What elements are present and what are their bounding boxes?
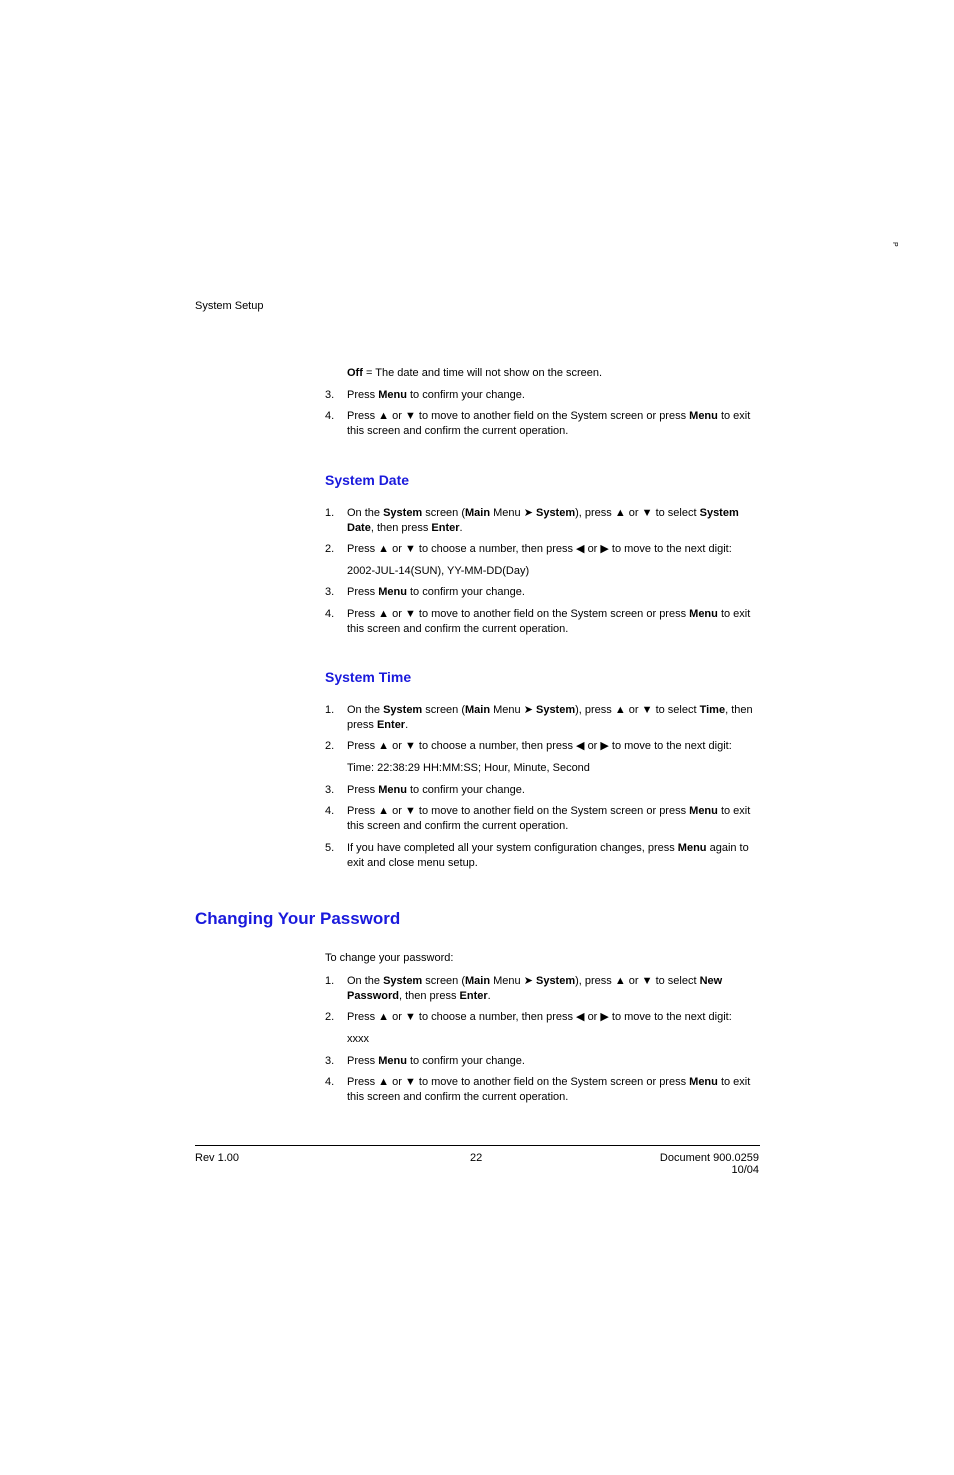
list-item-text: Press ▲ or ▼ to choose a number, then press ◀ or ▶ to move to the next digit:: [347, 740, 732, 752]
list-item-number: 2.: [325, 543, 335, 555]
heading-system-time: System Time: [325, 669, 412, 685]
bold-term: Main: [465, 507, 491, 519]
list-item-text: Press Menu to confirm your change.: [347, 586, 525, 598]
list-item-number: 3.: [325, 784, 335, 796]
bold-term: Menu: [689, 1076, 718, 1088]
list-item-text: Press ▲ or ▼ to move to another field on the System screen or press Menu to exit this screen and confirm the current operation.: [347, 805, 751, 832]
list-item-text: Press Menu to confirm your change.: [347, 1055, 525, 1067]
list-item-text: On the System screen (Main Menu ➤ System), press ▲ or ▼ to select New Password, then press Enter.: [347, 975, 723, 1002]
running-header: System Setup: [195, 300, 264, 312]
heading-changing-password: Changing Your Password: [195, 909, 401, 928]
list-item-text: Press ▲ or ▼ to move to another field on the System screen or press Menu to exit this screen and confirm the current operation.: [347, 608, 751, 635]
footer-rule: [195, 1145, 760, 1146]
bold-term: Main: [465, 975, 491, 987]
list-item-text: Press ▲ or ▼ to move to another field on the System screen or press Menu to exit this screen and confirm the current operation.: [347, 1076, 751, 1103]
bold-term: System: [535, 507, 576, 519]
bold-term: Menu: [378, 389, 407, 401]
bold-term: New Password: [347, 975, 723, 1002]
bold-term: System: [535, 704, 576, 716]
bold-term: System: [535, 975, 576, 987]
bold-term: Menu: [378, 1055, 407, 1067]
footer-rev: Rev 1.00: [195, 1152, 240, 1164]
bold-term: Menu: [689, 410, 718, 422]
list-item-number: 2.: [325, 1011, 335, 1023]
footer-document-number: Document 900.0259: [659, 1152, 759, 1164]
footer-document: [600, 1152, 759, 1176]
off-note: [347, 366, 767, 381]
bold-term: Menu: [378, 586, 407, 598]
list-item-number: 2.: [325, 740, 335, 752]
list-item-text: Time: 22:38:29 HH:MM:SS; Hour, Minute, Second: [347, 762, 590, 774]
corner-mark: P: [891, 242, 898, 247]
bold-term: System: [383, 975, 423, 987]
list-item-text: On the System screen (Main Menu ➤ System), press ▲ or ▼ to select Time, then press Enter.: [347, 704, 753, 731]
list-item-text: Press ▲ or ▼ to move to another field on the System screen or press Menu to exit this screen and confirm the current operation.: [347, 410, 751, 437]
bold-term: Time: [699, 704, 726, 716]
list-item-number: 3.: [325, 586, 335, 598]
bold-term: Menu: [689, 805, 718, 817]
password-intro: To change your password:: [325, 952, 454, 964]
list-item-number: 1.: [325, 507, 335, 519]
bold-term: Enter: [431, 522, 460, 534]
list-item-number: 4.: [325, 608, 335, 620]
bold-term: Menu: [378, 784, 407, 796]
bold-term: Menu: [689, 608, 718, 620]
list-item-number: 5.: [325, 842, 335, 854]
list-item-number: 4.: [325, 410, 335, 422]
off-note-label: Off: [347, 367, 363, 379]
bold-term: System: [383, 507, 423, 519]
list-item-number: 4.: [325, 1076, 335, 1088]
list-item-number: 1.: [325, 704, 335, 716]
footer-document-date: 10/04: [731, 1164, 759, 1176]
list-item-number: 3.: [325, 389, 335, 401]
list-item-text: Press ▲ or ▼ to choose a number, then press ◀ or ▶ to move to the next digit:: [347, 543, 732, 555]
list-item-text: Press ▲ or ▼ to choose a number, then press ◀ or ▶ to move to the next digit:: [347, 1011, 732, 1023]
bold-term: Enter: [376, 719, 406, 731]
list-item-text: 2002-JUL-14(SUN), YY-MM-DD(Day): [347, 565, 530, 577]
list-item-text: If you have completed all your system configuration changes, press Menu again to exit and close menu setup.: [347, 842, 749, 869]
list-item-text: Press Menu to confirm your change.: [347, 389, 525, 401]
footer-page-number: 22: [470, 1152, 483, 1164]
list-item-number: 4.: [325, 805, 335, 817]
heading-system-date: System Date: [325, 472, 410, 488]
list-item-number: 1.: [325, 975, 335, 987]
list-item-text: Press Menu to confirm your change.: [347, 784, 525, 796]
list-item-text: On the System screen (Main Menu ➤ System), press ▲ or ▼ to select System Date, then press Enter.: [347, 507, 739, 534]
off-note-text: = The date and time will not show on the screen.: [362, 367, 603, 379]
bold-term: System: [383, 704, 423, 716]
bold-term: Enter: [459, 990, 488, 1002]
list-item-text: xxxx: [347, 1033, 369, 1045]
bold-term: Menu: [677, 842, 707, 854]
bold-term: System Date: [347, 507, 739, 534]
list-item-number: 3.: [325, 1055, 335, 1067]
bold-term: Main: [465, 704, 491, 716]
